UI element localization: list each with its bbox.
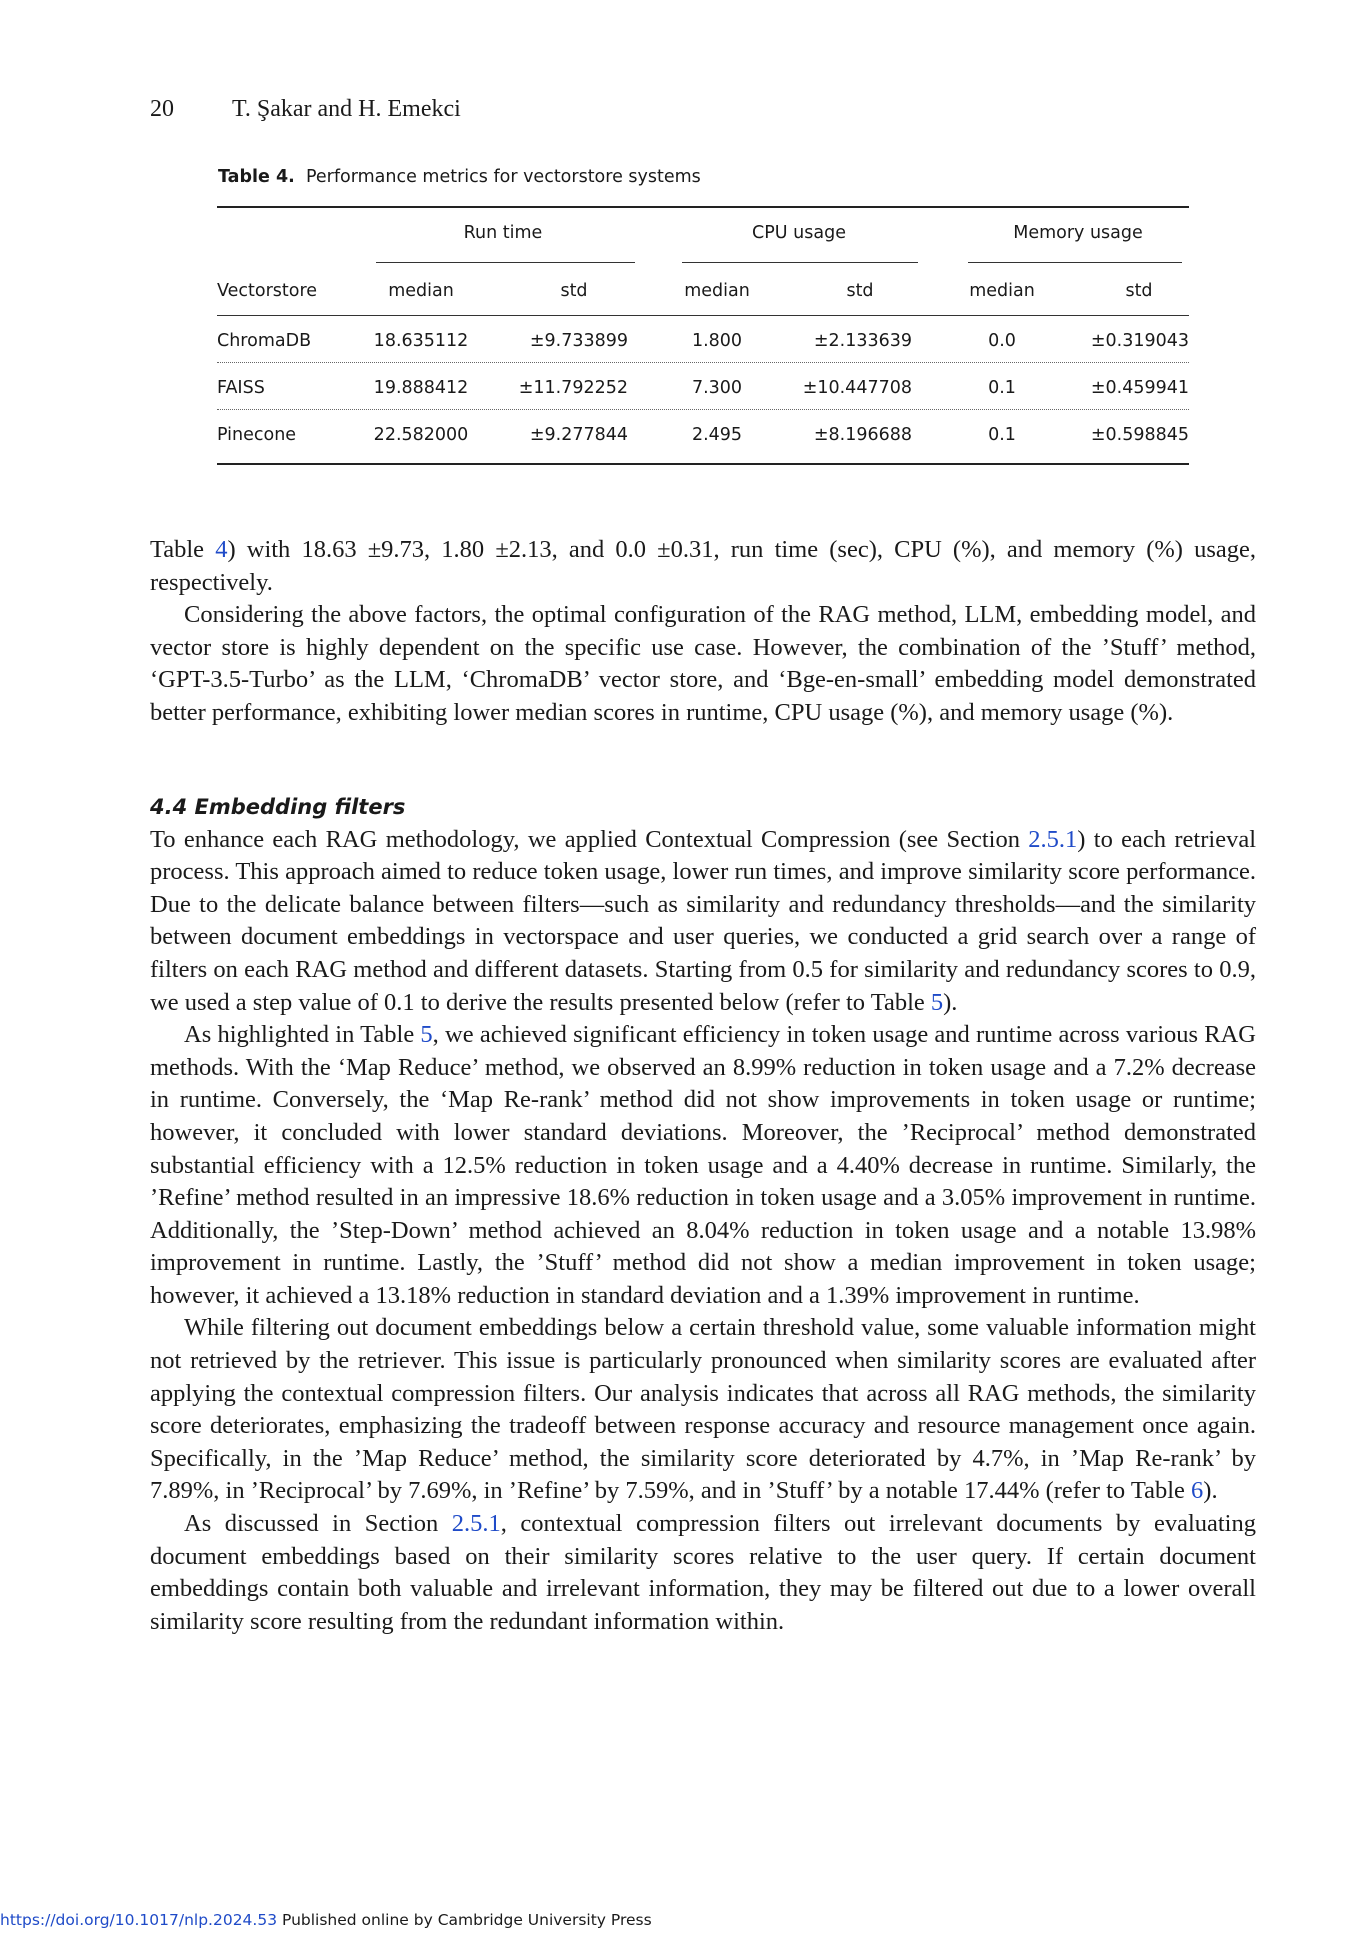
table-cell: 0.1 <box>988 378 1016 398</box>
page-footer <box>0 1911 652 1929</box>
table-row-name: Pinecone <box>217 425 297 445</box>
group-header-cpu-usage: CPU usage <box>752 223 846 243</box>
text-run: ). <box>943 988 958 1016</box>
table-4-link[interactable]: 4 <box>215 536 228 563</box>
table-caption-label: Table 4. <box>218 167 295 187</box>
table-header-rule <box>217 315 1189 316</box>
paragraph-compression-filtering <box>150 1508 1256 1638</box>
text-run: Table <box>150 536 216 563</box>
table-5-link[interactable]: 5 <box>930 988 944 1016</box>
section-spacer <box>150 730 1256 790</box>
paragraph-similarity-tradeoff <box>150 1312 1256 1508</box>
table-cell: 0.0 <box>988 331 1016 351</box>
paragraph-efficiency-results <box>150 1019 1256 1312</box>
table-cell: 0.1 <box>988 425 1016 445</box>
row-separator <box>217 409 1189 410</box>
subheader-memory-median: median <box>969 281 1035 301</box>
group-header-memory-usage: Memory usage <box>1013 223 1143 243</box>
table-cell: 18.635112 <box>373 331 469 351</box>
table-cell: 1.800 <box>691 331 743 351</box>
table-row-name: ChromaDB <box>217 331 312 351</box>
page-number: 20 <box>150 96 174 122</box>
table-cell: ±11.792252 <box>518 378 628 398</box>
text-run: As discussed in Section <box>184 1510 452 1538</box>
table-5-link[interactable]: 5 <box>420 1021 433 1049</box>
table-row-name: FAISS <box>217 378 265 398</box>
table-cell: 7.300 <box>691 378 743 398</box>
table-caption-text: Performance metrics for vectorstore systems <box>305 167 701 187</box>
running-authors: T. Şakar and H. Emekci <box>232 96 461 122</box>
table-6-link[interactable]: 6 <box>1191 1477 1204 1505</box>
subheader-cpu-median: median <box>684 281 750 301</box>
table-cell: 22.582000 <box>373 425 469 445</box>
table-cell: ±0.598845 <box>1090 425 1189 445</box>
table-cell: ±0.459941 <box>1090 378 1189 398</box>
text-run: As highlighted in Table <box>184 1021 421 1049</box>
table-cell: ±8.196688 <box>813 425 912 445</box>
table-top-rule <box>217 206 1189 208</box>
text-run: , we achieved significant efficiency in token usage and runtime across various RAG methods. With the ‘Map Reduce’ method, we observed an 8.99% reduction in token usage and a 7.2% decrease in runtime. Conversely, the ‘Map Re-rank’ method did not show improvements in token usage or runtime; however, it concluded with lower standard deviations. Moreover, the ’Reciprocal’ method demonstrated substantial efficiency with a 12.5% reduction in token usage and a 4.40% decrease in runtime. Similarly, the ’Refine’ method resulted in an impressive 18.6% reduction in token usage and a 3.05% improvement in runtime. Additionally, the ’Step-Down’ method achieved an 8.04% reduction in token usage and a notable 13.98% improvement in runtime. Lastly, the ’Stuff’ method did not show a median improvement in token usage; however, it achieved a 13.18% reduction in standard deviation and a 1.39% improvement in runtime. <box>150 1021 1256 1309</box>
table-cell: ±9.733899 <box>529 331 628 351</box>
section-heading: 4.4 Embedding filters <box>150 794 406 819</box>
paragraph-contextual-compression <box>150 824 1256 1020</box>
paragraph-table4-summary <box>150 534 1256 599</box>
text-run: ) to each retrieval process. This approach aimed to reduce token usage, lower run times, and improve similarity score performance. Due to the delicate balance between filters—such as similarity and redundancy thresholds—and the similarity between document embeddings in vectorspace and user queries, we conducted a grid search over a range of filters on each RAG method and different datasets. Starting from 0.5 for similarity and redundancy scores to 0.9, we used a step value of 0.1 to derive the results presented below (refer to Table <box>150 825 1257 1016</box>
table-cell: ±2.133639 <box>813 331 912 351</box>
text-run: ). <box>1203 1477 1218 1505</box>
doi-link[interactable]: https://doi.org/10.1017/nlp.2024.53 <box>0 1911 278 1929</box>
group-rule-memory-usage <box>968 262 1182 263</box>
publisher-note: Published online by Cambridge University Press <box>277 1911 652 1929</box>
text-run: While filtering out document embeddings below a certain threshold value, some valuable information might not retrieved by the retriever. This issue is particularly pronounced when similarity scores are evaluated after applying the contextual compression filters. Our analysis indicates that across all RAG methods, the similarity score deteriorates, emphasizing the tradeoff between response accuracy and resource management once again. Specifically, in the ’Map Reduce’ method, the similarity score deteriorated by 4.7%, in ’Map Re-rank’ by 7.89%, in ’Reciprocal’ by 7.69%, in ’Refine’ by 7.59%, and in ’Stuff’ by a notable 17.44% (refer to Table <box>150 1314 1256 1505</box>
section-2-5-1-link[interactable]: 2.5.1 <box>451 1510 501 1538</box>
table-cell: 19.888412 <box>373 378 469 398</box>
paragraph-optimal-configuration: Considering the above factors, the optimal configuration of the RAG method, LLM, embedding model, and vector store is highly dependent on the specific use case. However, the combination of the ’Stuff’ method, ‘GPT-3.5-Turbo’ as the LLM, ‘ChromaDB’ vector store, and ‘Bge-en-small’ embedding model demonstrated better performance, exhibiting lower median scores in runtime, CPU usage (%), and memory usage (%). <box>150 601 1256 726</box>
group-header-run-time: Run time <box>463 223 543 243</box>
table-cell: ±9.277844 <box>529 425 628 445</box>
section-2-5-1-link[interactable]: 2.5.1 <box>1028 825 1078 853</box>
subheader-cpu-std: std <box>846 281 874 301</box>
subheader-runtime-std: std <box>560 281 588 301</box>
row-separator <box>217 362 1189 363</box>
text-run: To enhance each RAG methodology, we applied Contextual Compression (see Section <box>150 825 1029 853</box>
table-cell: ±10.447708 <box>802 378 912 398</box>
text-run: , contextual compression filters out irrelevant documents by evaluating document embeddings based on their similarity scores relative to the user query. If certain document embeddings contain both valuable and irrelevant information, they may be filtered out due to a lower overall similarity score resulting from the redundant information within. <box>150 1510 1256 1635</box>
table-cell: ±0.319043 <box>1090 331 1189 351</box>
text-run: ) with 18.63 ±9.73, 1.80 ±2.13, and 0.0 ±0.31, run time (sec), CPU (%), and memory (%) usage, respectively. <box>150 536 1256 596</box>
article-body <box>150 534 1256 1638</box>
table-bottom-rule <box>217 463 1189 465</box>
group-rule-cpu-usage <box>682 262 918 263</box>
running-header <box>150 96 461 123</box>
group-rule-run-time <box>376 262 635 263</box>
row-header-vectorstore: Vectorstore <box>217 281 318 301</box>
subheader-runtime-median: median <box>388 281 454 301</box>
subheader-memory-std: std <box>1125 281 1153 301</box>
table-cell: 2.495 <box>691 425 743 445</box>
table-caption <box>218 167 701 187</box>
